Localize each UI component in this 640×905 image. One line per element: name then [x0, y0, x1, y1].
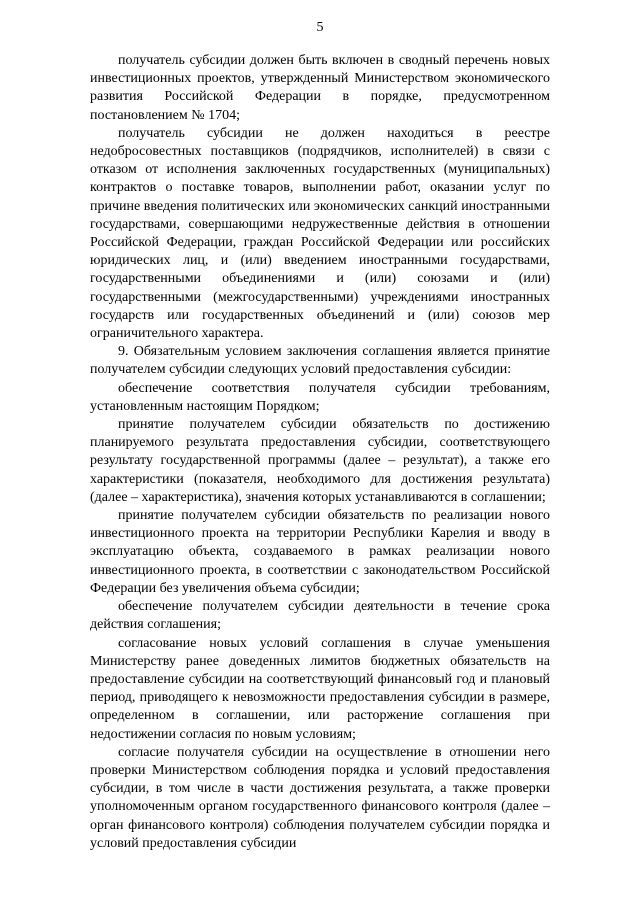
paragraph-condition-activity: обеспечение получателем субсидии деятельности в течение срока действия соглашения; [90, 599, 550, 633]
paragraph-condition-result: принятие получателем субсидии обязательств по достижению планируемого результата предоставления субсидии, соответствующего результату государственной программы (далее – результат), а также его характеристики (показателя, необходимого для достижения результата) (далее – характеристика), значения которых устанавливаются в соглашении; [90, 417, 550, 505]
paragraph-clause-9: 9. Обязательным условием заключения соглашения является принятие получателем субсидии следующих условий предоставления субсидии: [90, 344, 550, 378]
paragraph-condition-inspection-consent: согласие получателя субсидии на осуществление в отношении него проверки Министерством соблюдения порядка и условий предоставления субсидии, в том числе в части достижения результата, а также проверки уполномоченным органом государственного финансового контроля (далее – орган финансового контроля) соблюдения получателем субсидии порядка и условий предоставления субсидии [90, 744, 550, 851]
paragraph-condition-project: принятие получателем субсидии обязательств по реализации нового инвестиционного проекта на территории Республики Карелия и вводу в эксплуатацию объекта, создаваемого в рамках реализации нового инвестиционного проекта, в соответствии с законодательством Российской Федерации без увеличения объема субсидии; [90, 508, 550, 596]
paragraph-requirement-registry: получатель субсидии не должен находиться в реестре недобросовестных поставщиков (подрядчиков, исполнителей) в связи с отказом от исполнения заключенных государственных (муниципальных) контрактов о поставке товаров, выполнении работ, оказании услуг по причине введения политических или экономических санкций иностранными государствами, совершающими недружественные действия в отношении Российской Федерации, граждан Российской Федерации или российских юридических лиц, и (или) введением иностранными государствами, государственными объединениями и (или) союзами и (или) государственными (межгосударственными) учреждениями иностранных государств или государственных объединений и (или) союзов мер ограничительного характера. [90, 125, 550, 342]
page-number: 5 [316, 20, 324, 35]
document-body [90, 52, 550, 853]
paragraph-condition-new-terms: согласование новых условий соглашения в случае уменьшения Министерству ранее доведенных лимитов бюджетных обязательств на предоставление субсидии на соответствующий финансовый год и плановый период, приводящего к невозможности предоставления субсидии в размере, определенном в соглашении, или расторжение соглашения при недостижении согласия по новым условиям; [90, 635, 550, 742]
paragraph-requirement-investment-list: получатель субсидии должен быть включен в сводный перечень новых инвестиционных проектов, утвержденный Министерством экономического развития Российской Федерации в порядке, предусмотренном постановлением № 1704; [90, 53, 550, 123]
paragraph-condition-compliance: обеспечение соответствия получателя субсидии требованиям, установленным настоящим Порядком; [90, 380, 550, 414]
